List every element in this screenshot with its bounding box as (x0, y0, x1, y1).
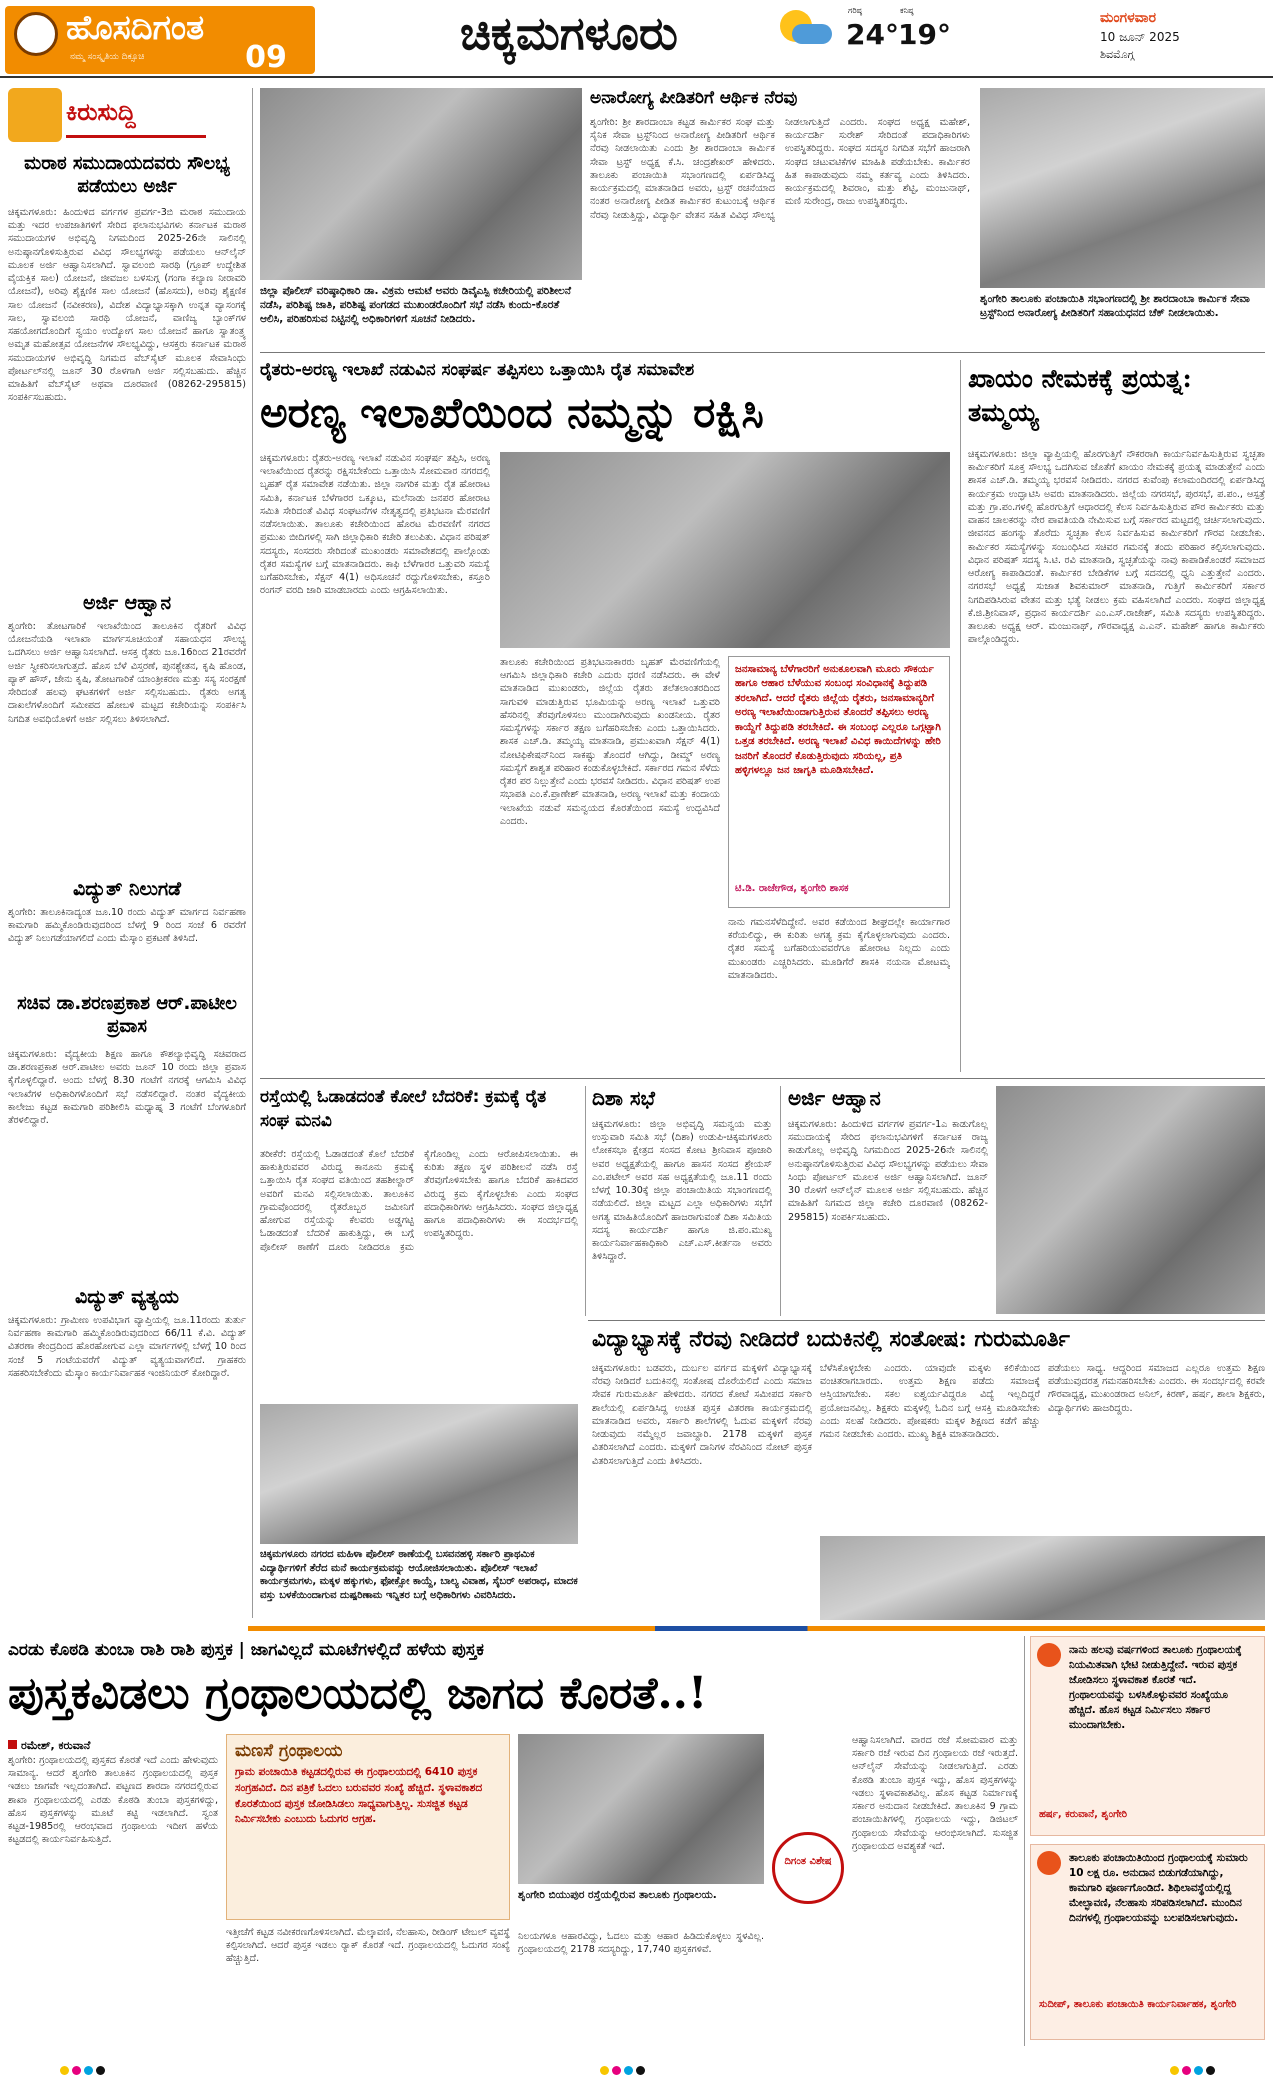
guru-col-1: ಚಿಕ್ಕಮಗಳೂರು: ಬಡವರು, ದುರ್ಬಲ ವರ್ಗದ ಮಕ್ಕಳಿಗೆ ವಿದ್ಯಾಭ್ಯಾಸಕ್ಕೆ ನೆರವು ನೀಡಿದರೆ ಬದುಕಿನಲ್ಲಿ ಸಂತೋಷ ದೊರೆಯಲಿದೆ ಎಂದು ಸಮಾಜ ಸೇವಕ ಗುರುಮೂರ್ತಿ ಹೇಳಿದರು. ನಗರದ ಕೋಟೆ ಸಮೀಪದ ಸರ್ಕಾರಿ ಶಾಲೆಯಲ್ಲಿ ಏರ್ಪಡಿಸಿದ್ದ ಉಚಿತ ಪುಸ್ತಕ ವಿತರಣಾ ಕಾರ್ಯಕ್ರಮದಲ್ಲಿ ಮಾತನಾಡಿದ ಅವರು, ಸರ್ಕಾರಿ ಶಾಲೆಗಳಲ್ಲಿ ಓದುವ ಮಕ್ಕಳಿಗೆ ನೆರವು ನೀಡುವುದು ನಮ್ಮೆಲ್ಲರ ಜವಾಬ್ದಾರಿ. 2178 ಮಕ್ಕಳಿಗೆ ಪುಸ್ತಕ ವಿತರಿಸಲಾಗಿದೆ ಎಂದರು. ಮಕ್ಕಳಿಗೆ ದಾನಿಗಳ ನೆರವಿನಿಂದ ನೋಟ್ ಪುಸ್ತಕ ವಿತರಿಸಲಾಗುತ್ತಿದೆ ಎಂದು ತಿಳಿಸಿದರು. (592, 1363, 812, 1467)
brief-body-4: ಚಿಕ್ಕಮಗಳೂರು: ವೈದ್ಯಕೀಯ ಶಿಕ್ಷಣ ಹಾಗೂ ಕೌಶಲ್ಯಾಭಿವೃದ್ಧಿ ಸಚಿವರಾದ ಡಾ.ಶರಣಪ್ರಕಾಶ ಆರ್.ಪಾಟೀಲ ಅವರು ಜೂನ್ 10 ರಂದು ಜಿಲ್ಲಾ ಪ್ರವಾಸ ಕೈಗೊಳ್ಳಲಿದ್ದಾರೆ. ಅಂದು ಬೆಳಗ್ಗೆ 8.30 ಗಂಟೆಗೆ ನಗರಕ್ಕೆ ಆಗಮಿಸಿ ವಿವಿಧ ಇಲಾಖೆಗಳ ಅಧಿಕಾರಿಗಳೊಂದಿಗೆ ಸಭೆ ನಡೆಸಲಿದ್ದಾರೆ. ನಂತರ ವೈದ್ಯಕೀಯ ಕಾಲೇಜು ಕಟ್ಟಡ ಕಾಮಗಾರಿ ಪರಿಶೀಲಿಸಿ ಮಧ್ಯಾಹ್ನ 3 ಗಂಟೆಗೆ ಬೆಂಗಳೂರಿಗೆ ತೆರಳಲಿದ್ದಾರೆ. (8, 1049, 246, 1127)
thammayya-headline: ಖಾಯಂ ನೇಮಕಕ್ಕೆ ಪ್ರಯತ್ನ: ತಮ್ಮಯ್ಯ (968, 364, 1192, 427)
brand-logo-icon (14, 12, 58, 56)
masthead-rule (0, 76, 1273, 78)
min-temp: 19° (898, 18, 951, 51)
section-rule (260, 352, 1265, 353)
brief-headline-5: ವಿದ್ಯುತ್ ವ್ಯತ್ಯಯ (75, 1286, 179, 1308)
road-body: ತರೀಕೆರೆ: ರಸ್ತೆಯಲ್ಲಿ ಓಡಾಡದಂತೆ ಕೊಲೆ ಬೆದರಿಕೆ ಹಾಕುತ್ತಿರುವವರ ವಿರುದ್ಧ ಕಾನೂನು ಕ್ರಮಕ್ಕೆ ಒತ್ತಾಯಿಸಿ ರೈತ ಸಂಘದ ವತಿಯಿಂದ ತಹಶೀಲ್ದಾರ್ ಅವರಿಗೆ ಮನವಿ ಸಲ್ಲಿಸಲಾಯಿತು. ತಾಲೂಕಿನ ಗ್ರಾಮವೊಂದರಲ್ಲಿ ರೈತರೊಬ್ಬರ ಜಮೀನಿಗೆ ಹೋಗುವ ರಸ್ತೆಯನ್ನು ಕೆಲವರು ಅಡ್ಡಗಟ್ಟಿ ಓಡಾಡದಂತೆ ಬೆದರಿಕೆ ಹಾಕುತ್ತಿದ್ದು, ಈ ಬಗ್ಗೆ ಪೊಲೀಸ್ ಠಾಣೆಗೆ ದೂರು ನೀಡಿದರೂ ಕ್ರಮ ಕೈಗೊಂಡಿಲ್ಲ ಎಂದು ಆರೋಪಿಸಲಾಯಿತು. ಈ ಕುರಿತು ತಕ್ಷಣ ಸ್ಥಳ ಪರಿಶೀಲನೆ ನಡೆಸಿ ರಸ್ತೆ ತೆರವುಗೊಳಿಸಬೇಕು ಹಾಗೂ ಬೆದರಿಕೆ ಹಾಕಿದವರ ವಿರುದ್ಧ ಕ್ರಮ ಕೈಗೊಳ್ಳಬೇಕು ಎಂದು ಸಂಘದ ಪದಾಧಿಕಾರಿಗಳು ಆಗ್ರಹಿಸಿದರು. ಸಂಘದ ಜಿಲ್ಲಾಧ್ಯಕ್ಷ ಹಾಗೂ ಪದಾಧಿಕಾರಿಗಳು ಈ ಸಂದರ್ಭದಲ್ಲಿ ಉಪಸ್ಥಿತರಿದ್ದರು. (260, 1149, 578, 1253)
guru-headline: ವಿದ್ಯಾಭ್ಯಾಸಕ್ಕೆ ನೆರವು ನೀಡಿದರೆ ಬದುಕಿನಲ್ಲಿ ಸಂತೋಷ: ಗುರುಮೂರ್ತಿ (592, 1326, 1070, 1352)
guru-col-3: ಪಡೆಯಲು ಸಾಧ್ಯ. ಆದ್ದರಿಂದ ಸಮಾಜದ ಎಲ್ಲರೂ ಉತ್ತಮ ಶಿಕ್ಷಣ ಪಡೆಯುವುದರತ್ತ ಗಮನಹರಿಸಬೇಕು ಎಂದರು. ಈ ಸಂದರ್ಭದಲ್ಲಿ ಕರವೇ ಗೌರವಾಧ್ಯಕ್ಷ, ಮುಖಂಡರಾದ ಅನಿಲ್, ಕಿರಣ್, ಹರ್ಷ, ಶಾಲಾ ಶಿಕ್ಷಕರು, ವಿದ್ಯಾರ್ಥಿಗಳು ಹಾಜರಿದ್ದರು. (1048, 1363, 1265, 1414)
farmers-col-1: ಚಿಕ್ಕಮಗಳೂರು: ರೈತರು-ಅರಣ್ಯ ಇಲಾಖೆ ನಡುವಿನ ಸಂಘರ್ಷ ತಪ್ಪಿಸಿ, ಅರಣ್ಯ ಇಲಾಖೆಯಿಂದ ರೈತರನ್ನು ರಕ್ಷಿಸಬೇಕೆಂದು ಒತ್ತಾಯಿಸಿ ಸೋಮವಾರ ನಗರದಲ್ಲಿ ಬೃಹತ್ ರೈತ ಸಮಾವೇಶ ನಡೆಯಿತು. ಜಿಲ್ಲಾ ನಾಗರಿಕ ಮತ್ತು ರೈತ ಹೋರಾಟ ಸಮಿತಿ, ಕರ್ನಾಟಕ ಬೆಳೆಗಾರರ ಒಕ್ಕೂಟ, ಮಲೆನಾಡು ಜನಪರ ಹೋರಾಟ ಸಮಿತಿ ಸೇರಿದಂತೆ ವಿವಿಧ ಸಂಘಟನೆಗಳ ನೇತೃತ್ವದಲ್ಲಿ ಪ್ರತಿಭಟನಾ ಮೆರವಣಿಗೆ ನಡೆಸಲಾಯಿತು. ತಾಲೂಕು ಕಚೇರಿಯಿಂದ ಹೊರಟ ಮೆರವಣಿಗೆ ನಗರದ ಪ್ರಮುಖ ಬೀದಿಗಳಲ್ಲಿ ಸಾಗಿ ಜಿಲ್ಲಾಧಿಕಾರಿ ಕಚೇರಿ ತಲುಪಿತು. ವಿಧಾನ ಪರಿಷತ್ ಸದಸ್ಯರು, ಸಂಸದರು ಸೇರಿದಂತೆ ಮುಖಂಡರು ಸಮಾವೇಶದಲ್ಲಿ ಪಾಲ್ಗೊಂಡು ರೈತರ ಸಮಸ್ಯೆಗಳ ಬಗ್ಗೆ ಮಾತನಾಡಿದರು. ಕಾಫಿ ಬೆಳೆಗಾರರ ಒತ್ತುವರಿ ಸಮಸ್ಯೆ ಬಗೆಹರಿಸಬೇಕು, ಸೆಕ್ಷನ್ 4(1) ಅಧಿಸೂಚನೆ ರದ್ದುಗೊಳಿಸಬೇಕು, ಕಸ್ತೂರಿ ರಂಗನ್ ವರದಿ ಜಾರಿ ಮಾಡಬಾರದು ಎಂದು ಆಗ್ರಹಿಸಲಾಯಿತು. (260, 453, 490, 597)
police-meeting-photo (260, 88, 582, 280)
library-byline-block (8, 1734, 218, 1752)
quote-box-2 (1030, 1844, 1265, 2040)
column-divider (585, 1086, 586, 1316)
health-body: ಶೃಂಗೇರಿ: ಶ್ರೀ ಶಾರದಾಂಬಾ ಕಟ್ಟಡ ಕಾರ್ಮಿಕರ ಸಂಘ ಮತ್ತು ಸೈನಿಕ ಸೇವಾ ಟ್ರಸ್ಟ್‌ನಿಂದ ಅನಾರೋಗ್ಯ ಪೀಡಿತರಿಗೆ ಆರ್ಥಿಕ ನೆರವು ನೀಡಲಾಯಿತು ಎಂದು ಶ್ರೀ ಶಾರದಾಂಬಾ ಕಾರ್ಮಿಕ ಸೇವಾ ಟ್ರಸ್ಟ್ ಅಧ್ಯಕ್ಷ ಕೆ.ಸಿ. ಚಂದ್ರಶೇಖರ್ ಹೇಳಿದರು. ತಾಲೂಕು ಪಂಚಾಯಿತಿ ಸಭಾಂಗಣದಲ್ಲಿ ಏರ್ಪಡಿಸಿದ್ದ ಕಾರ್ಯಕ್ರಮದಲ್ಲಿ ಮಾತನಾಡಿದ ಅವರು, ಟ್ರಸ್ಟ್ ರಚನೆಯಾದ ನಂತರ ಅನಾರೋಗ್ಯ ಪೀಡಿತ ಕಾರ್ಮಿಕರ ಕುಟುಂಬಕ್ಕೆ ಆರ್ಥಿಕ ನೆರವು ನೀಡುತ್ತಿದ್ದು, ವಿದ್ಯಾರ್ಥಿ ವೇತನ ಸಹಿತ ವಿವಿಧ ಸೌಲಭ್ಯ ನೀಡಲಾಗುತ್ತಿದೆ ಎಂದರು. ಸಂಘದ ಅಧ್ಯಕ್ಷ ಮಹೇಶ್, ಕಾರ್ಯದರ್ಶಿ ಸುರೇಶ್ ಸೇರಿದಂತೆ ಪದಾಧಿಕಾರಿಗಳು ಉಪಸ್ಥಿತರಿದ್ದರು. ಸಂಘದ ಸದಸ್ಯರ ನಿಗದಿತ ಸಭೆಗೆ ಹಾಜರಾಗಿ ಸಂಘದ ಚಟುವಟಿಕೆಗಳ ಮಾಹಿತಿ ಪಡೆಯಬೇಕು. ಕಾರ್ಮಿಕರ ಹಿತ ಕಾಪಾಡುವುದು ನಮ್ಮ ಕರ್ತವ್ಯ ಎಂದು ತಿಳಿಸಿದರು. ಕಾರ್ಯಕ್ರಮದಲ್ಲಿ ಶಿವರಾಂ, ಮತ್ತು ಶೆಟ್ಟಿ, ಮಂಜುನಾಥ್, ಮಣಿ ಸುರೇಂದ್ರ, ರಾಜು ಉಪಸ್ಥಿತರಿದ್ದರು. (590, 117, 970, 221)
arji-group-photo (996, 1086, 1265, 1314)
quote-1-text: ನಾನು ಹಲವು ವರ್ಷಗಳಿಂದ ತಾಲೂಕು ಗ್ರಂಥಾಲಯಕ್ಕೆ ನಿಯಮಿತವಾಗಿ ಭೇಟಿ ನೀಡುತ್ತಿದ್ದೇನೆ. ಇರುವ ಪುಸ್ತಕ ಜೋಡಿಸಲು ಸ್ಥಳಾವಕಾಶ ಕೊರತೆ ಇದೆ. ಗ್ರಂಥಾಲಯವನ್ನು ಬಳಸಿಕೊಳ್ಳುವವರ ಸಂಖ್ಯೆಯೂ ಹೆಚ್ಚಿದೆ. ಹೊಸ ಕಟ್ಟಡ ನಿರ್ಮಿಸಲು ಸರ್ಕಾರ ಮುಂದಾಗಬೇಕು. (1069, 1644, 1242, 1732)
arji-headline: ಅರ್ಜಿ ಆಹ್ವಾನ (788, 1086, 881, 1110)
section-rule (588, 1320, 1265, 1321)
weather-cloud-icon (792, 24, 832, 44)
max-temp-label: ಗರಿಷ್ಠ (848, 6, 862, 15)
book-distribution-photo (820, 1536, 1265, 1620)
hand-pointer-icon (8, 88, 62, 142)
police-caption: ಜಿಲ್ಲಾ ಪೊಲೀಸ್ ವರಿಷ್ಠಾಧಿಕಾರಿ ಡಾ. ವಿಕ್ರಮ ಆಮಟೆ ಅವರು ಡಿವೈಎಸ್ಪಿ ಕಚೇರಿಯಲ್ಲಿ ಪರಿಶೀಲನೆ ನಡೆಸಿ, ಪರಿಶಿಷ್ಟ ಜಾತಿ, ಪರಿಶಿಷ್ಟ ಪಂಗಡದ ಮುಖಂಡರೊಂದಿಗೆ ಸಭೆ ನಡೆಸಿ ಕುಂದು-ಕೊರತೆ ಆಲಿಸಿ, ಪರಿಹರಿಸುವ ನಿಟ್ಟಿನಲ್ಲಿ ಅಧಿಕಾರಿಗಳಿಗೆ ಸೂಚನೆ ನೀಡಿದರು. (260, 285, 572, 326)
police-open-house-photo (260, 1404, 578, 1544)
kirusuddi-badge (8, 88, 208, 146)
brand-name: ಹೊಸದಿಗಂತ (66, 8, 205, 48)
farmers-headline: ಅರಣ್ಯ ಇಲಾಖೆಯಿಂದ ನಮ್ಮನ್ನು ರಕ್ಷಿಸಿ (260, 388, 764, 437)
farmers-kicker: ರೈತರು-ಅರಣ್ಯ ಇಲಾಖೆ ನಡುವಿನ ಸಂಘರ್ಷ ತಪ್ಪಿಸಲು ಒತ್ತಾಯಿಸಿ ರೈತ ಸಮಾವೇಶ (260, 360, 695, 380)
byline-square-icon (8, 1740, 17, 1749)
manase-library-box (226, 1734, 510, 1920)
brief-headline-4: ಸಚಿವ ಡಾ.ಶರಣಪ್ರಕಾಶ ಆರ್.ಪಾಟೀಲ ಪ್ರವಾಸ (17, 993, 237, 1038)
masthead (0, 0, 1273, 80)
farmers-quote-by: ಟಿ.ಡಿ. ರಾಜೇಗೌಡ, ಶೃಂಗೇರಿ ಶಾಸಕ (735, 883, 849, 894)
column-divider (780, 1086, 781, 1316)
brief-body-3: ಶೃಂಗೇರಿ: ತಾಲೂಕಿನಾದ್ಯಂತ ಜೂ.10 ರಂದು ವಿದ್ಯುತ್ ಮಾರ್ಗದ ನಿರ್ವಹಣಾ ಕಾಮಗಾರಿ ಹಮ್ಮಿಕೊಂಡಿರುವುದರಿಂದ ಬೆಳಗ್ಗೆ 9 ರಿಂದ ಸಂಜೆ 6 ರವರೆಗೆ ವಿದ್ಯುತ್ ನಿಲುಗಡೆಯಾಗಲಿದೆ ಎಂದು ಮೆಸ್ಕಾಂ ಪ್ರಕಟಣೆ ತಿಳಿಸಿದೆ. (8, 907, 246, 945)
brief-headline-2: ಅರ್ಜಿ ಆಹ್ವಾನ (82, 592, 172, 614)
brief-body-1: ಚಿಕ್ಕಮಗಳೂರು: ಹಿಂದುಳಿದ ವರ್ಗಗಳ ಪ್ರವರ್ಗ-3ಬಿ ಮರಾಠ ಸಮುದಾಯ ಮತ್ತು ಇದರ ಉಪಜಾತಿಗಳಿಗೆ ಸೇರಿದ ಫಲಾನುಭವಿಗಳು ಕರ್ನಾಟಕ ಮರಾಠ ಸಮುದಾಯಗಳ ಅಭಿವೃದ್ಧಿ ನಿಗಮದಿಂದ 2025-26ನೇ ಸಾಲಿನಲ್ಲಿ ಅನುಷ್ಠಾನಗೊಳಿಸುತ್ತಿರುವ ವಿವಿಧ ಸೌಲಭ್ಯಗಳನ್ನು ಪಡೆಯಲು ಆನ್‌ಲೈನ್ ಮೂಲಕ ಅರ್ಜಿ ಆಹ್ವಾನಿಸಲಾಗಿದೆ. ಸ್ವಾವಲಂಬಿ ಸಾರಥಿ (ಗ್ರೂಪ್ ಉದ್ದೇಶಿತ ವೈಯಕ್ತಿಕ ಸಾಲ) ಯೋಜನೆ, ಜೀವಜಲ ಬಳಸುಗ್ಗ (ಗಂಗಾ ಕಲ್ಯಾಣ ನೀರಾವರಿ ಯೋಜನೆ), ಅರಿವು ಶೈಕ್ಷಣಿಕ ಸಾಲ ಯೋಜನೆ (ಹೊಸದು), ಅರಿವು ಶೈಕ್ಷಣಿಕ ಸಾಲ ಯೋಜನೆ (ನವೀಕರಣ), ವಿದೇಶ ವಿದ್ಯಾಭ್ಯಾಸಕ್ಕಾಗಿ ಉನ್ನತ ವ್ಯಾಸಂಗಕ್ಕೆ ಸಾಲ, ಸ್ವಾವಲಂಬಿ ಸಾರಥಿ ಯೋಜನೆ, ವಾಣಿಜ್ಯ ಬ್ಯಾಂಕ್‌ಗಳ ಸಹಯೋಗದೊಂದಿಗೆ ಸ್ವಯಂ ಉದ್ಯೋಗ ಸಾಲ ಯೋಜನೆ ಹಾಗೂ ಸ್ವಾತಂತ್ರ್ಯ ಅಮೃತ ಮಹೋತ್ಸವ ಯೋಜನೆಗಳ ಸೌಲಭ್ಯವಿದ್ದು, ಆಸಕ್ತರು ಕರ್ನಾಟಕ ಮರಾಠ ಸಮುದಾಯಗಳ ಅಭಿವೃದ್ಧಿ ನಿಗಮದ ವೆಬ್‌ಸೈಟ್ ಮೂಲಕ ಸೇವಾಸಿಂಧು ಪೋರ್ಟಲ್‌ನಲ್ಲಿ ಜೂನ್ 30 ರೊಳಗಾಗಿ ಅರ್ಜಿ ಸಲ್ಲಿಸಬಹುದು. ಹೆಚ್ಚಿನ ಮಾಹಿತಿಗೆ ವೆಬ್‌ಸೈಟ್ ಅಥವಾ ದೂರವಾಣಿ (08262-295815) ಸಂಪರ್ಕಿಸಬಹುದು. (8, 207, 246, 404)
brief-body-5: ಚಿಕ್ಕಮಗಳೂರು: ಗ್ರಾಮೀಣ ಉಪವಿಭಾಗ ವ್ಯಾಪ್ತಿಯಲ್ಲಿ ಜೂ.11ರಂದು ತುರ್ತು ನಿರ್ವಹಣಾ ಕಾಮಗಾರಿ ಹಮ್ಮಿಕೊಂಡಿರುವುದರಿಂದ 66/11 ಕೆ.ವಿ. ವಿದ್ಯುತ್ ವಿತರಣಾ ಕೇಂದ್ರದಿಂದ ಹೊರಹೋಗುವ ಎಲ್ಲಾ ಮಾರ್ಗಗಳಲ್ಲಿ ಬೆಳಗ್ಗೆ 10 ರಿಂದ ಸಂಜೆ 5 ಗಂಟೆಯವರೆಗೆ ವಿದ್ಯುತ್ ವ್ಯತ್ಯಯವಾಗಲಿದೆ. ಗ್ರಾಹಕರು ಸಹಕರಿಸಬೇಕೆಂದು ಮೆಸ್ಕಾಂ ಕಾರ್ಯನಿರ್ವಾಹಕ ಇಂಜಿನಿಯರ್ ಕೋರಿದ್ದಾರೆ. (8, 1315, 246, 1379)
quote-mark-icon (1037, 1851, 1061, 1875)
thammayya-body: ಚಿಕ್ಕಮಗಳೂರು: ಜಿಲ್ಲಾ ವ್ಯಾಪ್ತಿಯಲ್ಲಿ ಹೊರಗುತ್ತಿಗೆ ನೌಕರರಾಗಿ ಕಾರ್ಯನಿರ್ವಹಿಸುತ್ತಿರುವ ಸ್ವಚ್ಛತಾ ಕಾರ್ಮಿಕರಿಗೆ ಸೂಕ್ತ ಸೌಲಭ್ಯ ಒದಗಿಸುವ ಜೊತೆಗೆ ಖಾಯಂ ನೇಮಕಕ್ಕೆ ಪ್ರಯತ್ನ ಮಾಡುತ್ತೇನೆ ಎಂದು ಶಾಸಕ ಎಚ್.ಡಿ. ತಮ್ಮಯ್ಯ ಭರವಸೆ ನೀಡಿದರು. ನಗರದ ಕುವೆಂಪು ಕಲಾಮಂದಿರದಲ್ಲಿ ಏರ್ಪಡಿಸಿದ್ದ ಕಾರ್ಯಕ್ರಮ ಉದ್ಘಾಟಿಸಿ ಅವರು ಮಾತನಾಡಿದರು. ಜಿಲ್ಲೆಯ ನಗರಸಭೆ, ಪುರಸಭೆ, ಪ.ಪಂ., ಆಸ್ಪತ್ರೆ ಮತ್ತು ಗ್ರಾ.ಪಂ.ಗಳಲ್ಲಿ ಹೊರಗುತ್ತಿಗೆ ಆಧಾರದಲ್ಲಿ ಕೆಲಸ ನಿರ್ವಹಿಸುತ್ತಿರುವ ಪೌರ ಕಾರ್ಮಿಕರು ಮತ್ತು ವಾಹನ ಚಾಲಕರನ್ನು ನೇರ ಪಾವತಿಯಡಿ ನೇಮಿಸುವ ಬಗ್ಗೆ ಸರ್ಕಾರದ ಮಟ್ಟದಲ್ಲಿ ಚರ್ಚಿಸಲಾಗುವುದು. ಜೀವನದ ಹಂಗನ್ನು ತೊರೆದು ಸ್ವಚ್ಛತಾ ಕೆಲಸ ನಿರ್ವಹಿಸುವ ಕಾರ್ಮಿಕರಿಗೆ ಗೌರವ ನೀಡಬೇಕು. ಕಾರ್ಮಿಕರ ಸಮಸ್ಯೆಗಳನ್ನು ಸಂಬಂಧಿಸಿದ ಸಚಿವರ ಗಮನಕ್ಕೆ ತಂದು ಪರಿಹಾರ ಕಲ್ಪಿಸಲಾಗುವುದು. ವಿಧಾನ ಪರಿಷತ್ ಸದಸ್ಯ ಸಿ.ಟಿ. ರವಿ ಮಾತನಾಡಿ, ಸ್ವಚ್ಛತೆಯನ್ನು ನಾವು ಕಾಪಾಡಿಕೊಂಡರೆ ಸಮಾಜದ ಆರೋಗ್ಯ ಕಾಪಾಡಿದಂತೆ. ಕಾರ್ಮಿಕರ ಬೇಡಿಕೆಗಳ ಬಗ್ಗೆ ಸದನದಲ್ಲಿ ಧ್ವನಿ ಎತ್ತುತ್ತೇನೆ ಎಂದರು. ನಗರಸಭೆ ಅಧ್ಯಕ್ಷೆ ಸುಜಾತ ಶಿವಕುಮಾರ್ ಮಾತನಾಡಿ, ಗುತ್ತಿಗೆ ಕಾರ್ಮಿಕರಿಗೆ ಸರ್ಕಾರ ನಿಗದಿಪಡಿಸಿರುವ ವೇತನ ಮತ್ತು ಭತ್ಯೆ ನೀಡಲು ಕ್ರಮ ವಹಿಸಲಾಗಿದೆ ಎಂದರು. ಸಂಘದ ಜಿಲ್ಲಾಧ್ಯಕ್ಷ ಕೆ.ಜಿ.ಶ್ರೀನಿವಾಸ್, ಪ್ರಧಾನ ಕಾರ್ಯದರ್ಶಿ ಎಂ.ಎಸ್.ರಾಜೇಶ್, ಸಮಿತಿ ಸದಸ್ಯರು ಉಪಸ್ಥಿತರಿದ್ದರು. ತಾಲೂಕು ಅಧ್ಯಕ್ಷ ಆರ್. ಮಂಜುನಾಥ್, ಗೌರವಾಧ್ಯಕ್ಷ ಎ.ಎನ್. ಮಹೇಶ್ ಹಾಗೂ ಕಾರ್ಮಿಕರು ಪಾಲ್ಗೊಂಡಿದ್ದರು. (968, 449, 1265, 646)
quote-box-1 (1030, 1636, 1265, 1836)
library-col-3: ನಿಲಯಗಳೂ ಆಹಾರವಿದ್ದು, ಓದಲು ಮತ್ತು ಆಹಾರ ಹಿಡಿದುಕೊಳ್ಳಲು ಸ್ಥಳವಿಲ್ಲ. ಗ್ರಂಥಾಲಯದಲ್ಲಿ 2178 ಸದಸ್ಯರಿದ್ದು, 17,740 ಪುಸ್ತಕಗಳಿವೆ. (518, 1931, 764, 1956)
road-caption: ಚಿಕ್ಕಮಗಳೂರು ನಗರದ ಮಹಿಳಾ ಪೊಲೀಸ್ ಠಾಣೆಯಲ್ಲಿ ಬಸವನಹಳ್ಳಿ ಸರ್ಕಾರಿ ಪ್ರಾಥಮಿಕ ವಿದ್ಯಾರ್ಥಿಗಳಿಗೆ ತೆರೆದ ಮನೆ ಕಾರ್ಯಕ್ರಮವನ್ನು ಆಯೋಜಿಸಲಾಯಿತು. ಪೊಲೀಸ್ ಇಲಾಖೆ ಕಾರ್ಯಕ್ರಮಗಳು, ಮಕ್ಕಳ ಹಕ್ಕುಗಳು, ಫೋಕ್ಸೋ ಕಾಯ್ದೆ, ಬಾಲ್ಯ ವಿವಾಹ, ಸೈಬರ್ ಅಪರಾಧ, ಮಾದಕ ವಸ್ತು ಬಳಕೆಯಿಂದಾಗುವ ದುಷ್ಪರಿಣಾಮ ಇನ್ನಿತರ ಬಗ್ಗೆ ಅಧಿಕಾರಿಗಳು ವಿವರಿಸಿದರು. (260, 1549, 578, 1601)
brief-body-2: ಶೃಂಗೇರಿ: ತೋಟಗಾರಿಕೆ ಇಲಾಖೆಯಿಂದ ತಾಲೂಕಿನ ರೈತರಿಗೆ ವಿವಿಧ ಯೋಜನೆಯಡಿ ಇಲಾಖಾ ಮಾರ್ಗಸೂಚಿಯಂತೆ ಸಹಾಯಧನ ಸೌಲಭ್ಯ ಒದಗಿಸಲು ಅರ್ಜಿ ಆಹ್ವಾನಿಸಲಾಗಿದೆ. ಆಸಕ್ತ ರೈತರು ಜೂ.16ರಿಂದ 21ರವರೆಗೆ ಅರ್ಜಿ ಸ್ವೀಕರಿಸಲಾಗುತ್ತದೆ. ಹೊಸ ಬೆಳೆ ವಿಸ್ತರಣೆ, ಪುನಶ್ಚೇತನ, ಕೃಷಿ ಹೊಂಡ, ಪ್ಯಾಕ್ ಹೌಸ್, ಜೇನು ಕೃಷಿ, ತೋಟಗಾರಿಕೆ ಯಾಂತ್ರೀಕರಣ ಮತ್ತು ಸಸ್ಯ ಸಂರಕ್ಷಣೆ ಸೇರಿದಂತೆ ಹಲವು ಘಟಕಗಳಿಗೆ ಅರ್ಜಿ ಸಲ್ಲಿಸಬಹುದು. ರೈತರು ಅಗತ್ಯ ದಾಖಲೆಗಳೊಂದಿಗೆ ಸಮೀಪದ ಹೋಬಳಿ ಮಟ್ಟದ ಕಚೇರಿಯನ್ನು ಸಂಪರ್ಕಿಸಿ ನಿಗದಿತ ಅವಧಿಯೊಳಗೆ ಅರ್ಜಿ ಸಲ್ಲಿಸಲು ತಿಳಿಸಲಾಗಿದೆ. (8, 621, 246, 725)
issue-date: 10 ಜೂನ್ 2025 (1100, 30, 1180, 44)
column-divider (1024, 1636, 1025, 2046)
brand-tagline: ನಮ್ಮ ಸಂಸ್ಕೃತಿಯ ದಿಕ್ಸೂಚಿ (70, 52, 145, 62)
kirusuddi-label: ಕಿರುಸುದ್ದಿ (66, 98, 206, 138)
max-temp: 24° (846, 18, 899, 51)
stamp-text: ದಿಗಂತ ವಿಶೇಷ (784, 1856, 832, 1867)
health-caption: ಶೃಂಗೇರಿ ತಾಲೂಕು ಪಂಚಾಯಿತಿ ಸಭಾಂಗಣದಲ್ಲಿ ಶ್ರೀ ಶಾರದಾಂಬಾ ಕಾರ್ಮಿಕ ಸೇವಾ ಟ್ರಸ್ಟ್‌ನಿಂದ ಅನಾರೋಗ್ಯ ಪೀಡಿತರಿಗೆ ಸಹಾಯಧನದ ಚೆಕ್ ನೀಡಲಾಯಿತು. (980, 293, 1250, 320)
registration-marks (60, 2060, 140, 2072)
column-divider (252, 88, 253, 1618)
arji-body: ಚಿಕ್ಕಮಗಳೂರು: ಹಿಂದುಳಿದ ವರ್ಗಗಳ ಪ್ರವರ್ಗ-1ಎ ಕಾಡುಗೊಲ್ಲ ಸಮುದಾಯಕ್ಕೆ ಸೇರಿದ ಫಲಾನುಭವಿಗಳಿಗೆ ಕರ್ನಾಟಕ ರಾಜ್ಯ ಕಾಡುಗೊಲ್ಲ ಅಭಿವೃದ್ಧಿ ನಿಗಮದಿಂದ 2025-26ನೇ ಸಾಲಿನಲ್ಲಿ ಅನುಷ್ಠಾನಗೊಳಿಸುತ್ತಿರುವ ವಿವಿಧ ಸೌಲಭ್ಯಗಳನ್ನು ಪಡೆಯಲು ಸೇವಾ ಸಿಂಧು ಪೋರ್ಟಲ್ ಮೂಲಕ ಅರ್ಜಿ ಆಹ್ವಾನಿಸಲಾಗಿದೆ. ಜೂನ್ 30 ರೊಳಗೆ ಆನ್‌ಲೈನ್ ಮೂಲಕ ಅರ್ಜಿ ಸಲ್ಲಿಸಬಹುದು. ಹೆಚ್ಚಿನ ಮಾಹಿತಿಗೆ ನಿಗಮದ ಜಿಲ್ಲಾ ಕಚೇರಿ ದೂರವಾಣಿ (08262-295815) ಸಂಪರ್ಕಿಸಬಹುದು. (788, 1119, 988, 1223)
kirusuddi-column (8, 88, 246, 1618)
library-col-1: ಶೃಂಗೇರಿ: ಗ್ರಂಥಾಲಯದಲ್ಲಿ ಪುಸ್ತಕದ ಕೊರತೆ ಇದೆ ಎಂದು ಹೇಳುವುದು ಸಾಮಾನ್ಯ. ಆದರೆ ಶೃಂಗೇರಿ ತಾಲೂಕಿನ ಗ್ರಂಥಾಲಯದಲ್ಲಿ ಪುಸ್ತಕ ಇಡಲು ಜಾಗವೇ ಇಲ್ಲದಂತಾಗಿದೆ. ಪಟ್ಟಣದ ಶಾರದಾ ನಗರದಲ್ಲಿರುವ ಶಾಖಾ ಗ್ರಂಥಾಲಯದಲ್ಲಿ ಎರಡು ಕೊಠಡಿ ತುಂಬಾ ಪುಸ್ತಕಗಳಿದ್ದು, ಹೊಸ ಪುಸ್ತಕಗಳನ್ನು ಮೂಟೆ ಕಟ್ಟಿ ಇಡಲಾಗಿದೆ. ಸ್ವಂತ ಕಟ್ಟಡ-1985ರಲ್ಲಿ ಆರಂಭವಾದ ಗ್ರಂಥಾಲಯ ಇದೀಗ ಹಳೆಯ ಕಟ್ಟಡದಲ್ಲಿ ಕಾರ್ಯನಿರ್ವಹಿಸುತ್ತಿದೆ. (8, 1755, 218, 1846)
edition-name: ಶಿವಮೊಗ್ಗ (1100, 48, 1135, 61)
farmers-col-2: ತಾಲೂಕು ಕಚೇರಿಯಿಂದ ಪ್ರತಿಭಟನಾಕಾರರು ಬೃಹತ್ ಮೆರವಣಿಗೆಯಲ್ಲಿ ಆಗಮಿಸಿ ಜಿಲ್ಲಾಧಿಕಾರಿ ಕಚೇರಿ ಎದುರು ಧರಣಿ ನಡೆಸಿದರು. ಈ ವೇಳೆ ಮಾತನಾಡಿದ ಮುಖಂಡರು, ಜಿಲ್ಲೆಯ ರೈತರು ತಲೆತಲಾಂತರದಿಂದ ಸಾಗುವಳಿ ಮಾಡುತ್ತಿರುವ ಭೂಮಿಯನ್ನು ಅರಣ್ಯ ಇಲಾಖೆ ಒತ್ತುವರಿ ಹೆಸರಿನಲ್ಲಿ ತೆರವುಗೊಳಿಸಲು ಮುಂದಾಗಿರುವುದು ಖಂಡನೀಯ. ರೈತರ ಸಮಸ್ಯೆಗಳನ್ನು ಸರ್ಕಾರ ತಕ್ಷಣ ಬಗೆಹರಿಸಬೇಕು ಎಂದು ಒತ್ತಾಯಿಸಿದರು. ಶಾಸಕ ಎಚ್.ಡಿ. ತಮ್ಮಯ್ಯ ಮಾತನಾಡಿ, ಪ್ರಮುಖವಾಗಿ ಸೆಕ್ಷನ್ 4(1) ನೋಟಿಫಿಕೇಷನ್‌ನಿಂದ ಸಾಕಷ್ಟು ತೊಂದರೆ ಆಗಿದ್ದು, ಡೀಮ್ಡ್ ಅರಣ್ಯ ಸಮಸ್ಯೆಗೆ ಶಾಶ್ವತ ಪರಿಹಾರ ಕಂಡುಕೊಳ್ಳಬೇಕಿದೆ. ಸರ್ಕಾರದ ಗಮನ ಸೆಳೆದು ರೈತರ ಪರ ನಿಲ್ಲುತ್ತೇನೆ ಎಂದು ಭರವಸೆ ನೀಡಿದರು. ವಿಧಾನ ಪರಿಷತ್ ಉಪ ಸಭಾಪತಿ ಎಂ.ಕೆ.ಪ್ರಾಣೇಶ್ ಮಾತನಾಡಿ, ಅರಣ್ಯ ಇಲಾಖೆ ಮತ್ತು ಕಂದಾಯ ಇಲಾಖೆಯ ನಡುವೆ ಸಮನ್ವಯದ ಕೊರತೆಯಿಂದ ಸಮಸ್ಯೆ ಉದ್ಭವಿಸಿದೆ ಎಂದರು. (500, 657, 720, 827)
guru-col-2: ಬೆಳೆಸಿಕೊಳ್ಳಬೇಕು ಎಂದರು. ಯಾವುದೇ ಮಕ್ಕಳು ಕಲಿಕೆಯಿಂದ ವಂಚಿತರಾಗಬಾರದು. ಉತ್ತಮ ಶಿಕ್ಷಣ ಪಡೆದು ಸಮಾಜಕ್ಕೆ ಆಸ್ತಿಯಾಗಬೇಕು. ಸಕಲ ಐಶ್ವರ್ಯವಿದ್ದರೂ ವಿದ್ಯೆ ಇಲ್ಲದಿದ್ದರೆ ಪ್ರಯೋಜನವಿಲ್ಲ. ಶಿಕ್ಷಕರು ಮಕ್ಕಳಲ್ಲಿ ಓದಿನ ಬಗ್ಗೆ ಆಸಕ್ತಿ ಮೂಡಿಸಬೇಕು ಎಂದು ಸಲಹೆ ನೀಡಿದರು. ಪೋಷಕರು ಮಕ್ಕಳ ಶಿಕ್ಷಣದ ಕಡೆಗೆ ಹೆಚ್ಚು ಗಮನ ನೀಡಬೇಕು ಎಂದರು. ಮುಖ್ಯ ಶಿಕ್ಷಕಿ ಮಾತನಾಡಿದರು. (820, 1363, 1040, 1441)
health-headline: ಅನಾರೋಗ್ಯ ಪೀಡಿತರಿಗೆ ಆರ್ಥಿಕ ನೆರವು (590, 88, 798, 108)
farmers-quote: ಜನಸಾಮಾನ್ಯ ಬೆಳೆಗಾರರಿಗೆ ಅನುಕೂಲವಾಗಿ ಮೂರು ಸೌಕರ್ಯ ಹಾಗೂ ಆಹಾರ ಬೆಳೆಯುವ ಸಂಬಂಧ ಸಂವಿಧಾನಕ್ಕೆ ತಿದ್ದುಪಡಿ ತರಲಾಗಿದೆ. ಆದರೆ ರೈತರು ಜಿಲ್ಲೆಯ ರೈತರು, ಜನಸಾಮಾನ್ಯರಿಗೆ ಅರಣ್ಯ ಇಲಾಖೆಯಿಂದಾಗುತ್ತಿರುವ ತೊಂದರೆ ತಪ್ಪಿಸಲು ಅರಣ್ಯ ಕಾಯ್ದೆಗೆ ತಿದ್ದುಪಡಿ ತರಬೇಕಿದೆ. ಈ ಸಂಬಂಧ ಎಲ್ಲರೂ ಒಗ್ಗಟ್ಟಾಗಿ ಒತ್ತಡ ತರಬೇಕಿದೆ. ಅರಣ್ಯ ಇಲಾಖೆ ವಿವಿಧ ಕಾಯಿದೆಗಳನ್ನು ಹೇರಿ ಜನರಿಗೆ ತೊಂದರೆ ಕೊಡುತ್ತಿರುವುದು ಸರಿಯಲ್ಲ, ಪ್ರತಿ ಹಳ್ಳಿಗಳಲ್ಲೂ ಜನ ಜಾಗೃತಿ ಮೂಡಿಸಬೇಕಿದೆ. (735, 664, 941, 777)
library-kicker: ಎರಡು ಕೊಠಡಿ ತುಂಬಾ ರಾಶಿ ರಾಶಿ ಪುಸ್ತಕ | ಜಾಗವಿಲ್ಲದೆ ಮೂಟೆಗಳಲ್ಲಿದೆ ಹಳೆಯ ಪುಸ್ತಕ (8, 1640, 484, 1660)
quote-2-author: ಸುದೀಪ್, ತಾಲೂಕು ಪಂಚಾಯಿತಿ ಕಾರ್ಯನಿರ್ವಾಹಕ, ಶೃಂಗೇರಿ (1039, 1999, 1237, 2010)
min-temp-label: ಕನಿಷ್ಠ (900, 6, 914, 15)
quote-2-text: ತಾಲೂಕು ಪಂಚಾಯಿತಿಯಿಂದ ಗ್ರಂಥಾಲಯಕ್ಕೆ ಸುಮಾರು 10 ಲಕ್ಷ ರೂ. ಅನುದಾನ ಬಿಡುಗಡೆಯಾಗಿದ್ದು, ಕಾಮಗಾರಿ ಪೂರ್ಣಗೊಂಡಿದೆ. ಶಿಥಿಲಾವಸ್ಥೆಯಲ್ಲಿದ್ದ ಮೇಲ್ಛಾವಣಿ, ನೆಲಹಾಸು ಸರಿಪಡಿಸಲಾಗಿದೆ. ಮುಂದಿನ ದಿನಗಳಲ್ಲಿ ಗ್ರಂಥಾಲಯವನ್ನು ಬಲಪಡಿಸಲಾಗುವುದು. (1069, 1852, 1248, 1925)
road-headline: ರಸ್ತೆಯಲ್ಲಿ ಓಡಾಡದಂತೆ ಕೋಲೆ ಬೆದರಿಕೆ: ಕ್ರಮಕ್ಕೆ ರೈತ ಸಂಘ ಮನವಿ (260, 1087, 547, 1131)
brief-headline-3: ವಿದ್ಯುತ್ ನಿಲುಗಡೆ (72, 878, 182, 900)
digantha-vishesha-stamp (772, 1832, 844, 1904)
disha-body: ಚಿಕ್ಕಮಗಳೂರು: ಜಿಲ್ಲಾ ಅಭಿವೃದ್ಧಿ ಸಮನ್ವಯ ಮತ್ತು ಉಸ್ತುವಾರಿ ಸಮಿತಿ ಸಭೆ (ದಿಶಾ) ಉಡುಪಿ-ಚಿಕ್ಕಮಗಳೂರು ಲೋಕಸಭಾ ಕ್ಷೇತ್ರದ ಸಂಸದ ಕೋಟ ಶ್ರೀನಿವಾಸ ಪೂಜಾರಿ ಅವರ ಅಧ್ಯಕ್ಷತೆಯಲ್ಲಿ ಹಾಗೂ ಹಾಸನ ಸಂಸದ ಶ್ರೇಯಸ್ ಎಂ.ಪಟೇಲ್ ಅವರ ಸಹ ಅಧ್ಯಕ್ಷತೆಯಲ್ಲಿ ಜೂ.11 ರಂದು ಬೆಳಗ್ಗೆ 10.30ಕ್ಕೆ ಜಿಲ್ಲಾ ಪಂಚಾಯಿತಿಯ ಸಭಾಂಗಣದಲ್ಲಿ ನಡೆಯಲಿದೆ. ಜಿಲ್ಲಾ ಮಟ್ಟದ ಎಲ್ಲಾ ಅಧಿಕಾರಿಗಳು ಸಭೆಗೆ ಅಗತ್ಯ ಮಾಹಿತಿಯೊಂದಿಗೆ ಹಾಜರಾಗುವಂತೆ ದಿಶಾ ಸಮಿತಿಯ ಸದಸ್ಯ ಕಾರ್ಯದರ್ಶಿ ಹಾಗೂ ಜಿ.ಪಂ.ಮುಖ್ಯ ಕಾರ್ಯನಿರ್ವಾಹಕಾಧಿಕಾರಿ ಎಚ್.ಎಸ್.ಕೀರ್ತನಾ ಅವರು ತಿಳಿಸಿದ್ದಾರೆ. (592, 1119, 772, 1263)
registration-marks (1170, 2060, 1250, 2072)
quote-1-author: ಹರ್ಷ, ಕರುವಾನೆ, ಶೃಂಗೇರಿ (1039, 1809, 1128, 1820)
health-cheque-photo (980, 88, 1265, 288)
city-title: ಚಿಕ್ಕಮಗಳೂರು (460, 6, 678, 60)
section-rule (260, 1078, 1265, 1079)
registration-marks (600, 2060, 680, 2072)
manase-box-body: ಗ್ರಾಮ ಪಂಚಾಯಿತಿ ಕಟ್ಟಡದಲ್ಲಿರುವ ಈ ಗ್ರಂಥಾಲಯದಲ್ಲಿ 6410 ಪುಸ್ತಕ ಸಂಗ್ರಹವಿದೆ. ದಿನ ಪತ್ರಿಕೆ ಓದಲು ಬರುವವರ ಸಂಖ್ಯೆ ಹೆಚ್ಚಿದೆ. ಸ್ಥಳಾವಕಾಶದ ಕೊರತೆಯಿಂದ ಪುಸ್ತಕ ಜೋಡಿಸಿಡಲು ಸಾಧ್ಯವಾಗುತ್ತಿಲ್ಲ. ಸುಸಜ್ಜಿತ ಕಟ್ಟಡ ನಿರ್ಮಿಸಬೇಕು ಎಂಬುದು ಓದುಗರ ಆಗ್ರಹ. (235, 1766, 483, 1826)
library-byline: ರಮೇಶ್, ಕರುವಾನೆ (21, 1739, 91, 1752)
issue-day: ಮಂಗಳವಾರ (1100, 10, 1157, 26)
disha-headline: ದಿಶಾ ಸಭೆ (592, 1086, 655, 1110)
farmers-rally-photo (500, 452, 950, 648)
column-divider (960, 360, 961, 1072)
library-col-2: ಇತ್ತೀಚೆಗೆ ಕಟ್ಟಡ ನವೀಕರಣಗೊಳಿಸಲಾಗಿದೆ. ಮೆಲ್ಕಾವಣಿ, ನೆಲಹಾಸು, ರೀಡಿಂಗ್ ಟೇಬಲ್ ವ್ಯವಸ್ಥೆ ಕಲ್ಪಿಸಲಾಗಿದೆ. ಆದರೆ ಪುಸ್ತಕ ಇಡಲು ರ್‍ಯಾಕ್ ಕೊರತೆ ಇದೆ. ಗ್ರಂಥಾಲಯದಲ್ಲಿ ಓದುಗರ ಸಂಖ್ಯೆ ಹೆಚ್ಚುತ್ತಿದೆ. (226, 1927, 510, 1965)
page-number: 09 (245, 40, 287, 75)
library-caption: ಶೃಂಗೇರಿ ಬಿಯುಪುರ ರಸ್ತೆಯಲ್ಲಿರುವ ತಾಲೂಕು ಗ್ರಂಥಾಲಯ. (518, 1889, 717, 1901)
section-color-bar (248, 1626, 1265, 1631)
quote-mark-icon (1037, 1643, 1061, 1667)
farmers-quote-box (728, 656, 950, 908)
library-col-4: ಆಹ್ವಾನಿಸಲಾಗಿದೆ. ವಾರದ ರಜೆ ಸೋಮವಾರ ಮತ್ತು ಸರ್ಕಾರಿ ರಜೆ ಇರುವ ದಿನ ಗ್ರಂಥಾಲಯ ರಜೆ ಇರುತ್ತದೆ. ಆನ್‌ಲೈನ್ ಸೇವೆಯನ್ನು ನೀಡಲಾಗುತ್ತಿದೆ. ಎರಡು ಕೊಠಡಿ ತುಂಬಾ ಪುಸ್ತಕ ಇದ್ದು, ಹೊಸ ಪುಸ್ತಕಗಳನ್ನು ಇಡಲು ಸ್ಥಳಾವಕಾಶವಿಲ್ಲ. ಹೊಸ ಕಟ್ಟಡ ನಿರ್ಮಾಣಕ್ಕೆ ಸರ್ಕಾರ ಅನುದಾನ ನೀಡಬೇಕಿದೆ. ತಾಲೂಕಿನ 9 ಗ್ರಾಮ ಪಂಚಾಯಿತಿಗಳಲ್ಲಿ ಗ್ರಂಥಾಲಯ ಇದ್ದು, ಡಿಜಿಟಲ್ ಗ್ರಂಥಾಲಯ ಸೇವೆಯನ್ನು ಆರಂಭಿಸಲಾಗಿದೆ. ಸುಸಜ್ಜಿತ ಗ್ರಂಥಾಲಯದ ಅವಶ್ಯಕತೆ ಇದೆ. (852, 1735, 1018, 1852)
farmers-col-3b: ನಾನು ಗಮನಸೆಳೆದಿದ್ದೇನೆ. ಅವರ ಕಡೆಯಿಂದ ಶೀಘ್ರದಲ್ಲೇ ಕಾರ್ಯಾಗಾರ ಕರೆಯಲಿದ್ದು, ಈ ಕುರಿತು ಅಗತ್ಯ ಕ್ರಮ ಕೈಗೊಳ್ಳಲಾಗುವುದು ಎಂದರು. ರೈತರ ಸಮಸ್ಯೆ ಬಗೆಹರಿಯುವವರೆಗೂ ಹೋರಾಟ ನಿಲ್ಲದು ಎಂದು ಮುಖಂಡರು ಎಚ್ಚರಿಸಿದರು. ಮೂಡಿಗೆರೆ ಶಾಸಕಿ ನಯನಾ ಮೋಟಮ್ಮ ಮಾತನಾಡಿದರು. (728, 917, 950, 981)
library-building-photo (518, 1734, 764, 1884)
brief-headline-1: ಮರಾಠ ಸಮುದಾಯದವರು ಸೌಲಭ್ಯ ಪಡೆಯಲು ಅರ್ಜಿ (24, 153, 230, 198)
manase-box-title: ಮಣಸೆ ಗ್ರಂಥಾಲಯ (235, 1741, 343, 1761)
library-headline: ಪುಸ್ತಕವಿಡಲು ಗ್ರಂಥಾಲಯದಲ್ಲಿ ಜಾಗದ ಕೊರತೆ..! (8, 1668, 708, 1719)
